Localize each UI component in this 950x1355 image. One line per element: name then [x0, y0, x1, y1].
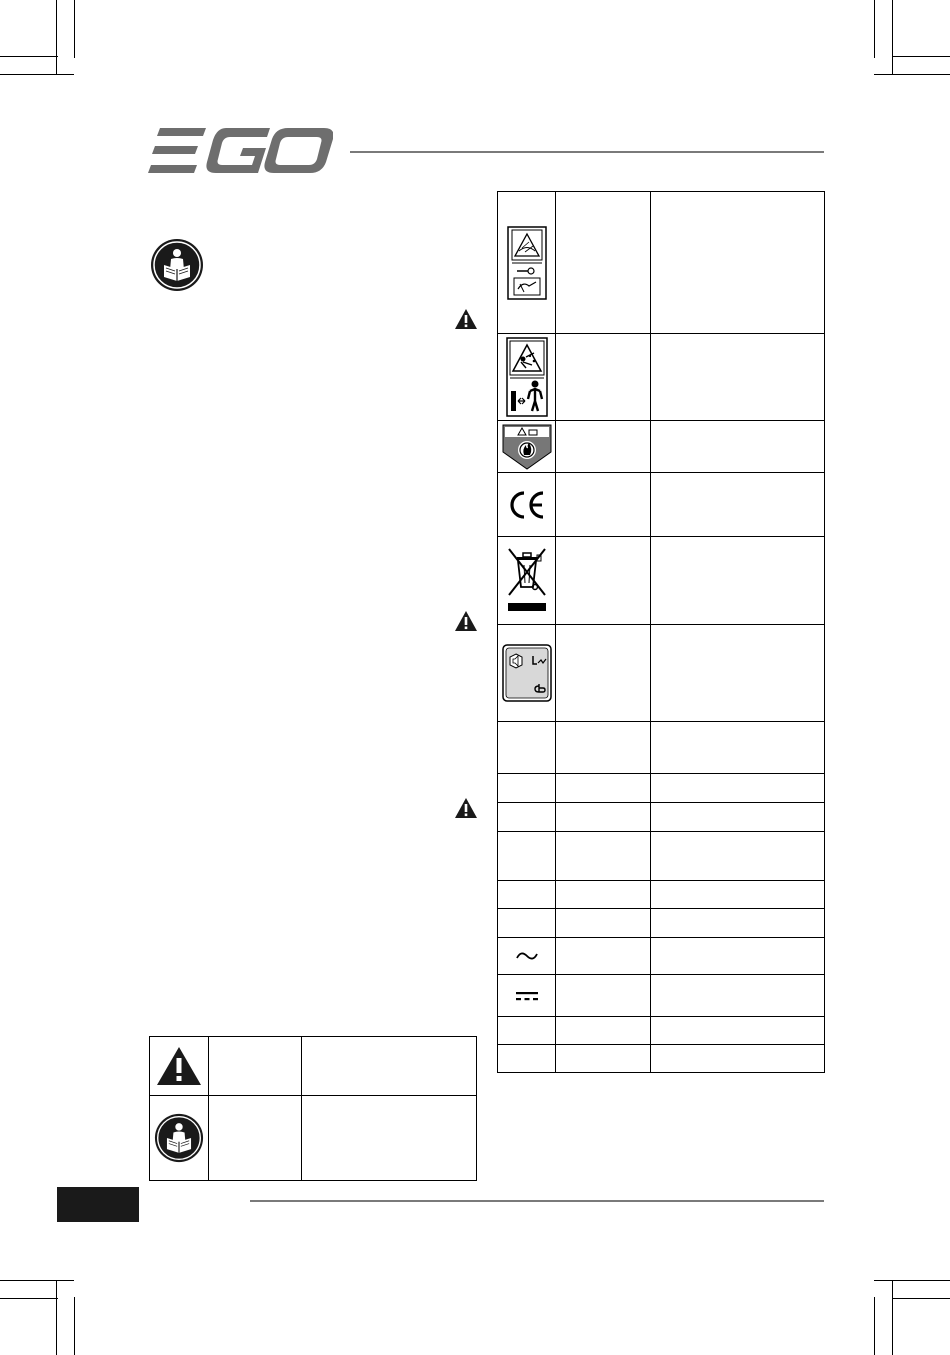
crop-mark	[874, 1297, 875, 1355]
symbol-name-cell	[556, 832, 651, 881]
crop-mark	[892, 0, 893, 74]
ego-logo	[148, 128, 333, 174]
symbol-meaning-cell	[651, 625, 825, 722]
symbol-cell	[498, 334, 556, 421]
warning-triangle-icon	[454, 610, 478, 632]
symbol-cell	[498, 832, 556, 881]
symbol-name-cell	[556, 1045, 651, 1073]
battery-fire-warning-icon	[502, 424, 552, 470]
crop-mark	[74, 1297, 75, 1355]
symbol-meaning-cell	[651, 421, 825, 473]
crop-mark	[0, 1298, 58, 1299]
symbol-meaning-cell	[651, 1045, 825, 1073]
crop-mark	[892, 1298, 950, 1299]
table-row	[498, 334, 825, 421]
crop-mark	[874, 74, 950, 75]
table-row	[498, 1017, 825, 1045]
symbol-cell	[498, 192, 556, 334]
symbol-name-cell	[556, 774, 651, 803]
symbol-meaning-cell	[651, 881, 825, 909]
symbol-meaning-cell	[651, 334, 825, 421]
table-row	[498, 909, 825, 938]
symbol-name-cell	[556, 473, 651, 537]
symbol-cell	[498, 537, 556, 625]
symbol-name-cell	[556, 537, 651, 625]
symbol-name-cell	[556, 1017, 651, 1045]
table-row	[498, 803, 825, 832]
symbol-cell	[498, 625, 556, 722]
crop-mark	[874, 1280, 950, 1281]
table-row	[498, 537, 825, 625]
symbol-name-cell	[209, 1037, 302, 1096]
symbol-meaning-cell	[651, 803, 825, 832]
symbol-cell	[498, 774, 556, 803]
symbol-cell	[498, 421, 556, 473]
symbol-name-cell	[556, 909, 651, 938]
crop-mark	[56, 1281, 57, 1355]
symbol-meaning-cell	[651, 537, 825, 625]
symbol-cell	[498, 1017, 556, 1045]
table-row	[498, 1045, 825, 1073]
table-row	[498, 625, 825, 722]
table-row	[498, 881, 825, 909]
symbol-meaning-cell	[651, 909, 825, 938]
warning-triangle-icon	[156, 1046, 202, 1086]
symbol-meaning-cell	[651, 722, 825, 774]
symbol-name-cell	[209, 1096, 302, 1181]
table-row	[498, 975, 825, 1017]
table-row	[498, 421, 825, 473]
symbol-name-cell	[556, 192, 651, 334]
crop-mark	[892, 1281, 893, 1355]
symbol-meaning-cell	[651, 938, 825, 975]
ce-mark-icon	[507, 490, 547, 520]
table-row	[498, 722, 825, 774]
symbol-cell	[498, 803, 556, 832]
direct-current-icon	[515, 989, 539, 1003]
symbol-cell	[498, 722, 556, 774]
footer-rule	[250, 1200, 824, 1202]
symbol-meaning-cell	[651, 832, 825, 881]
symbol-table-left	[149, 1036, 477, 1181]
thrown-objects-bystander-icon	[506, 337, 548, 417]
crop-mark	[0, 74, 74, 75]
symbol-cell	[498, 909, 556, 938]
symbol-name-cell	[556, 803, 651, 832]
table-row	[150, 1096, 477, 1181]
symbol-name-cell	[556, 975, 651, 1017]
crossed-bin-icon	[505, 547, 549, 615]
symbol-meaning-cell	[651, 1017, 825, 1045]
symbol-cell	[498, 975, 556, 1017]
table-row	[150, 1037, 477, 1096]
table-row	[498, 774, 825, 803]
sound-power-level-icon	[502, 644, 552, 702]
table-row	[498, 192, 825, 334]
symbol-cell	[150, 1096, 209, 1181]
symbol-name-cell	[556, 421, 651, 473]
table-row	[498, 473, 825, 537]
symbol-meaning-cell	[651, 774, 825, 803]
symbol-cell	[498, 938, 556, 975]
symbol-cell	[150, 1037, 209, 1096]
safety-label-icon	[507, 226, 547, 300]
symbol-cell	[498, 1045, 556, 1073]
table-row	[498, 832, 825, 881]
page-tab	[57, 1187, 139, 1222]
symbol-meaning-cell	[651, 975, 825, 1017]
crop-mark	[74, 0, 75, 58]
alternating-current-icon	[515, 949, 539, 963]
crop-mark	[0, 1280, 74, 1281]
symbol-name-cell	[556, 334, 651, 421]
table-row	[498, 938, 825, 975]
symbol-name-cell	[556, 722, 651, 774]
symbol-meaning-cell	[651, 192, 825, 334]
warning-triangle-icon	[454, 797, 478, 819]
symbol-cell	[498, 473, 556, 537]
symbol-name-cell	[556, 625, 651, 722]
crop-mark	[56, 0, 57, 74]
crop-mark	[0, 56, 58, 57]
symbol-cell	[498, 881, 556, 909]
warning-triangle-icon	[454, 308, 478, 330]
symbol-meaning-cell	[302, 1037, 477, 1096]
read-manual-icon	[150, 238, 204, 292]
symbol-name-cell	[556, 881, 651, 909]
crop-mark	[892, 56, 950, 57]
symbol-table-right	[497, 191, 825, 1073]
header-rule	[350, 151, 824, 153]
symbol-meaning-cell	[651, 473, 825, 537]
symbol-meaning-cell	[302, 1096, 477, 1181]
crop-mark	[874, 0, 875, 58]
symbol-name-cell	[556, 938, 651, 975]
read-manual-icon	[154, 1113, 204, 1163]
